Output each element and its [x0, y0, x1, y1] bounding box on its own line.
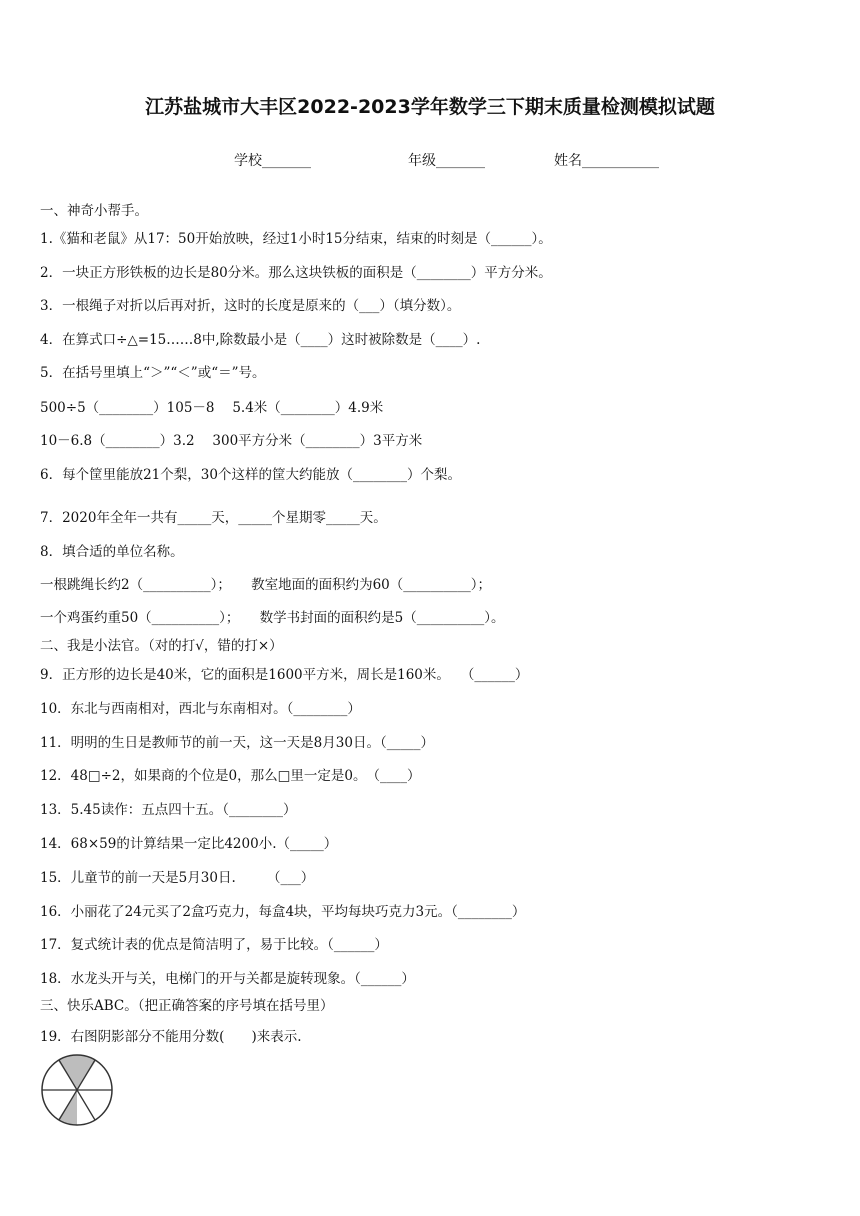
question-5-row-1: 500÷5（________）105－8 5.4米（________）4.9米 [40, 400, 384, 416]
question-14: 14．68×59的计算结果一定比4200小.（_____） [40, 836, 338, 852]
question-8-row-1: 一根跳绳长约2（__________）； 教室地面的面积约为60（__________）； [40, 577, 492, 593]
question-1: 1.《猫和老鼠》从17：50开始放映，经过1小时15分结束，结束的时刻是（______）。 [40, 231, 552, 247]
section-heading-2: 二、我是小法官。（对的打√，错的打×） [40, 638, 283, 654]
question-10: 10．东北与西南相对，西北与东南相对。（________） [40, 701, 361, 717]
question-8: 8．填合适的单位名称。 [40, 544, 184, 560]
question-17: 17．复式统计表的优点是简洁明了，易于比较。（______） [40, 937, 388, 953]
page-title: 江苏盐城市大丰区2022-2023学年数学三下期末质量检测模拟试题 [145, 96, 715, 118]
question-13: 13．5.45读作：五点四十五。（________） [40, 802, 297, 818]
name-field: 姓名___________ [554, 153, 659, 169]
question-16: 16．小丽花了24元买了2盒巧克力，每盒4块，平均每块巧克力3元。（________） [40, 904, 526, 920]
grade-field: 年级_______ [408, 153, 485, 169]
question-4: 4．在算式口÷△=15……8中,除数最小是（____）这时被除数是（____）. [40, 332, 481, 348]
section-heading-3: 三、快乐ABC。（把正确答案的序号填在括号里） [40, 998, 334, 1014]
question-8-row-2: 一个鸡蛋约重50（__________）； 数学书封面的面积约是5（__________）。 [40, 610, 505, 626]
question-5: 5．在括号里填上“＞”“＜”或“＝”号。 [40, 365, 266, 381]
question-6: 6．每个筐里能放21个梨，30个这样的筐大约能放（________）个梨。 [40, 467, 461, 483]
question-18: 18．水龙头开与关，电梯门的开与关都是旋转现象。（______） [40, 971, 415, 987]
question-5-row-2: 10－6.8（________）3.2 300平方分米（________）3平方米 [40, 433, 423, 449]
question-19: 19．右图阴影部分不能用分数( )来表示. [40, 1029, 302, 1045]
question-9: 9．正方形的边长是40米，它的面积是1600平方米，周长是160米。 （______） [40, 667, 529, 683]
question-15: 15．儿童节的前一天是5月30日. （___） [40, 870, 315, 886]
question-7: 7．2020年全年一共有_____天，_____个星期零_____天。 [40, 510, 387, 526]
question-3: 3．一根绳子对折以后再对折，这时的长度是原来的（___）（填分数）。 [40, 298, 461, 314]
section-heading-1: 一、神奇小帮手。 [40, 203, 148, 219]
question-11: 11．明明的生日是教师节的前一天，这一天是8月30日。（_____） [40, 735, 434, 751]
school-field: 学校_______ [234, 153, 311, 169]
question-12: 12．48□÷2，如果商的个位是0，那么□里一定是0。 （____） [40, 768, 421, 784]
circle-divided-six-parts-shaded-icon [40, 1053, 114, 1127]
question-2: 2．一块正方形铁板的边长是80分米。那么这块铁板的面积是（________）平方分米。 [40, 265, 552, 281]
